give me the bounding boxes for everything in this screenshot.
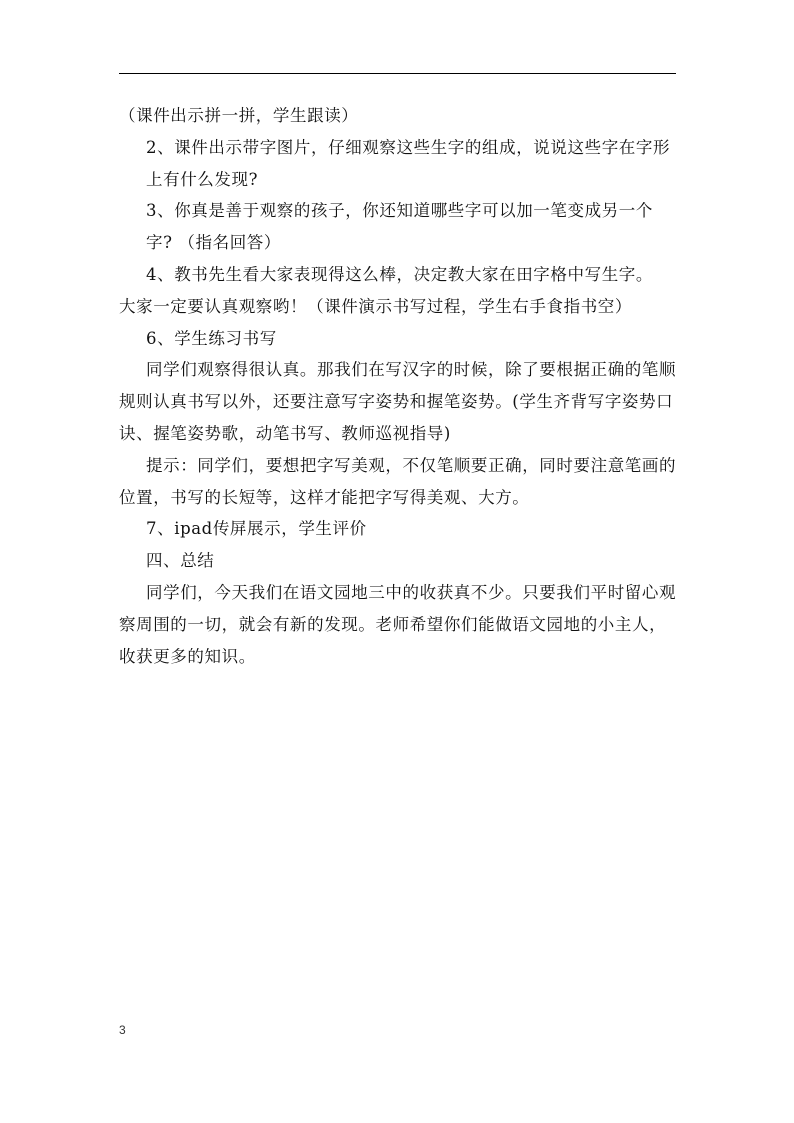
page-number: 3 <box>119 1023 126 1037</box>
paragraph-observe-carefully: 大家一定要认真观察哟！（课件演示书写过程，学生右手食指书空） <box>119 296 632 316</box>
paragraph-step-2: 2、课件出示带字图片，仔细观察这些生字的组成，说说这些字在字形上有什么发现? <box>146 137 671 189</box>
paragraph-courseware-pinyin: （课件出示拼一拼，学生跟读） <box>119 106 359 125</box>
paragraph-writing-posture: 同学们观察得很认真。那我们在写汉字的时候，除了要根据正确的笔顺规则认真书写以外，还要注意写字姿势和握笔姿势。(学生齐背写字姿势口诀、握笔姿势歌，动笔书写、教师巡视指导) <box>119 360 677 443</box>
paragraph-step-6: 6、学生练习书写 <box>146 328 277 348</box>
paragraph-step-3: 3、你真是善于观察的孩子，你还知道哪些字可以加一笔变成另一个字? （指名回答） <box>146 201 653 253</box>
paragraph-step-4: 4、教书先生看大家表现得这么棒，决定教大家在田字格中写生字。 <box>146 264 653 284</box>
paragraph-tip: 提示：同学们，要想把字写美观，不仅笔顺要正确，同时要注意笔画的位置，书写的长短等，这样才能把字写得美观、大方。 <box>119 455 677 507</box>
document-body <box>119 100 679 672</box>
paragraph-summary: 同学们，今天我们在语文园地三中的收获真不少。只要我们平时留心观察周围的一切，就会有新的发现。老师希望你们能做语文园地的小主人，收获更多的知识。 <box>119 582 677 666</box>
header-rule <box>119 73 676 74</box>
paragraph-summary-heading: 四、总结 <box>146 551 215 571</box>
paragraph-step-7: 7、ipad传屏展示，学生评价 <box>146 519 367 539</box>
